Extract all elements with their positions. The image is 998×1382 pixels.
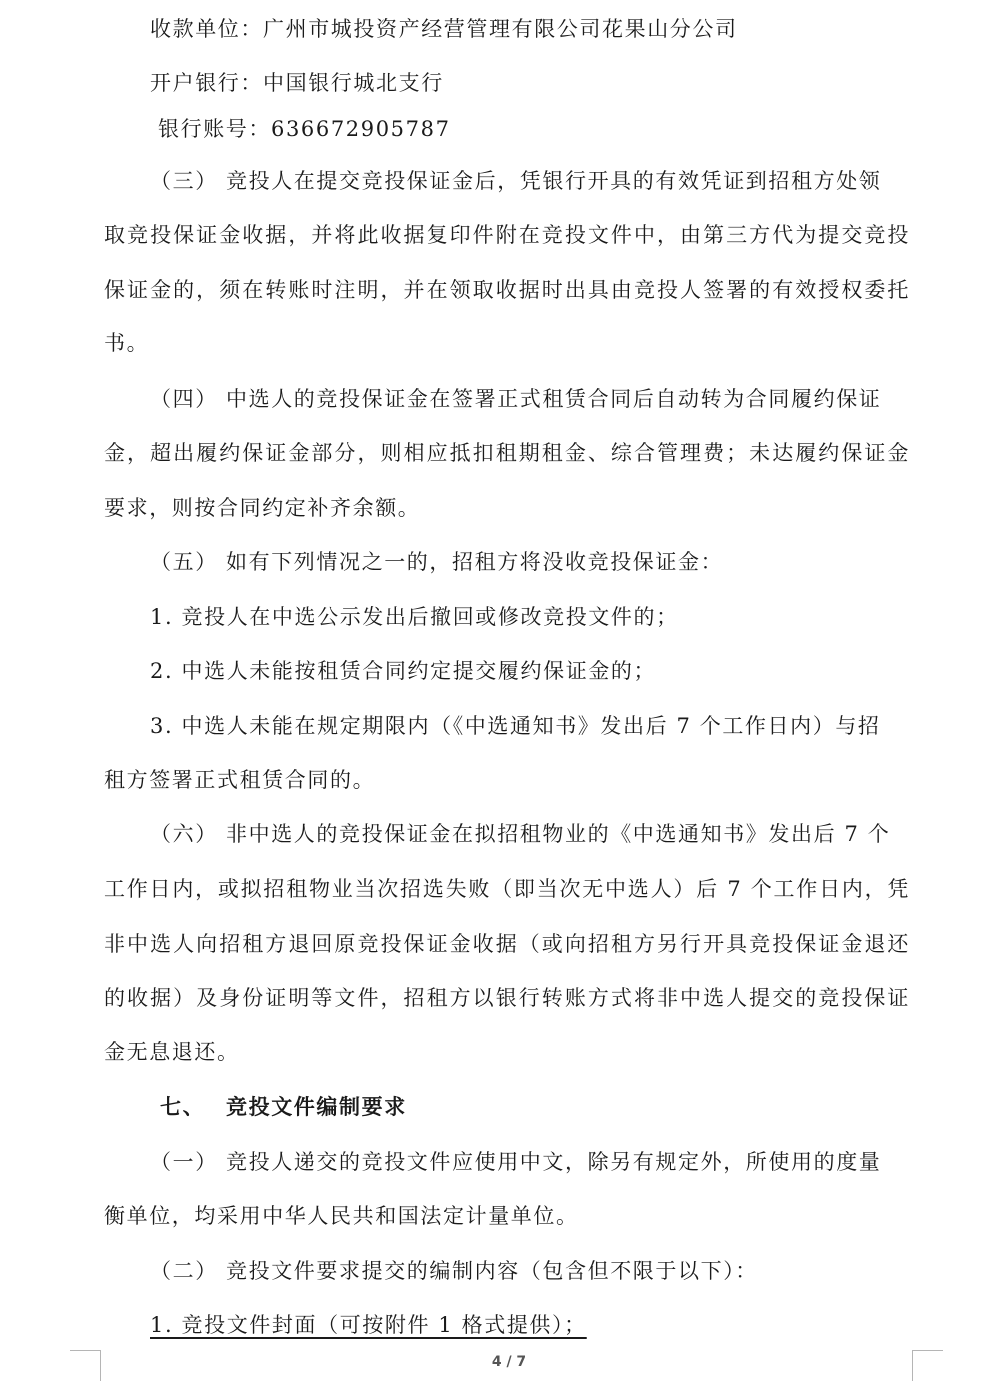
paragraph-4-line-3: 要求，则按合同约定补齐余额。	[104, 496, 421, 520]
section-7-paragraph-2-line-1: （二） 竞投文件要求提交的编制内容（包含但不限于以下）：	[150, 1256, 910, 1286]
section-number: 七、	[160, 1095, 206, 1119]
paragraph-5-line-1: （五） 如有下列情况之一的，招租方将没收竞投保证金：	[150, 547, 910, 577]
paragraph-4-line-2: 金，超出履约保证金部分，则相应抵扣租期租金、综合管理费；未达履约保证金	[104, 441, 910, 465]
paragraph-6-line-3: 非中选人向招租方退回原竞投保证金收据（或向招租方另行开具竞投保证金退还	[104, 932, 910, 956]
section-title: 竞投文件编制要求	[226, 1095, 407, 1119]
paragraph-6-line-5: 金无息退还。	[104, 1040, 240, 1064]
section-7-paragraph-1-line-1: （一） 竞投人递交的竞投文件应使用中文，除另有规定外，所使用的度量	[150, 1147, 910, 1177]
paragraph-4-line-1: （四） 中选人的竞投保证金在签署正式租赁合同后自动转为合同履约保证	[150, 384, 910, 414]
account-number-line: 银行账号：636672905787	[158, 117, 451, 141]
list-item-5-1: 1. 竞投人在中选公示发出后撤回或修改竞投文件的；	[150, 605, 679, 629]
list-item-5-3-cont: 租方签署正式租赁合同的。	[104, 768, 376, 792]
section-7-list-item-1: 1. 竞投文件封面（可按附件 1 格式提供）；	[150, 1313, 587, 1337]
paragraph-4-label: （四）	[150, 387, 218, 411]
paragraph-6-label: （六）	[150, 822, 218, 846]
bank-line: 开户银行：中国银行城北支行	[150, 71, 444, 95]
section-7-paragraph-1-line-2: 衡单位，均采用中华人民共和国法定计量单位。	[104, 1204, 579, 1228]
paragraph-3-line-2: 取竞投保证金收据，并将此收据复印件附在竞投文件中，由第三方代为提交竞投	[104, 223, 910, 247]
section-7-paragraph-1-label: （一）	[150, 1150, 218, 1174]
paragraph-3-line-1: （三） 竞投人在提交竞投保证金后，凭银行开具的有效凭证到招租方处领	[150, 166, 910, 196]
list-item-5-3: 3. 中选人未能在规定期限内（《中选通知书》发出后 7 个工作日内）与招	[150, 714, 881, 738]
paragraph-3-line-3: 保证金的，须在转账时注明，并在领取收据时出具由竞投人签署的有效授权委托	[104, 278, 910, 302]
payee-line: 收款单位：广州市城投资产经营管理有限公司花果山分公司	[150, 17, 738, 41]
page-number: 4 / 7	[491, 1354, 527, 1370]
paragraph-3-label: （三）	[150, 169, 218, 193]
paragraph-5-label: （五）	[150, 550, 218, 574]
paragraph-6-line-2: 工作日内，或拟招租物业当次招选失败（即当次无中选人）后 7 个工作日内，凭	[104, 877, 910, 901]
section-heading-7	[160, 1092, 860, 1122]
section-7-paragraph-2-label: （二）	[150, 1259, 218, 1283]
paragraph-3-line-4: 书。	[104, 331, 150, 355]
paragraph-6-line-4: 的收据）及身份证明等文件，招租方以银行转账方式将非中选人提交的竞投保证	[104, 986, 910, 1010]
list-item-5-2: 2. 中选人未能按租赁合同约定提交履约保证金的；	[150, 659, 657, 683]
paragraph-6-line-1: （六） 非中选人的竞投保证金在拟招租物业的《中选通知书》发出后 7 个	[150, 819, 910, 849]
